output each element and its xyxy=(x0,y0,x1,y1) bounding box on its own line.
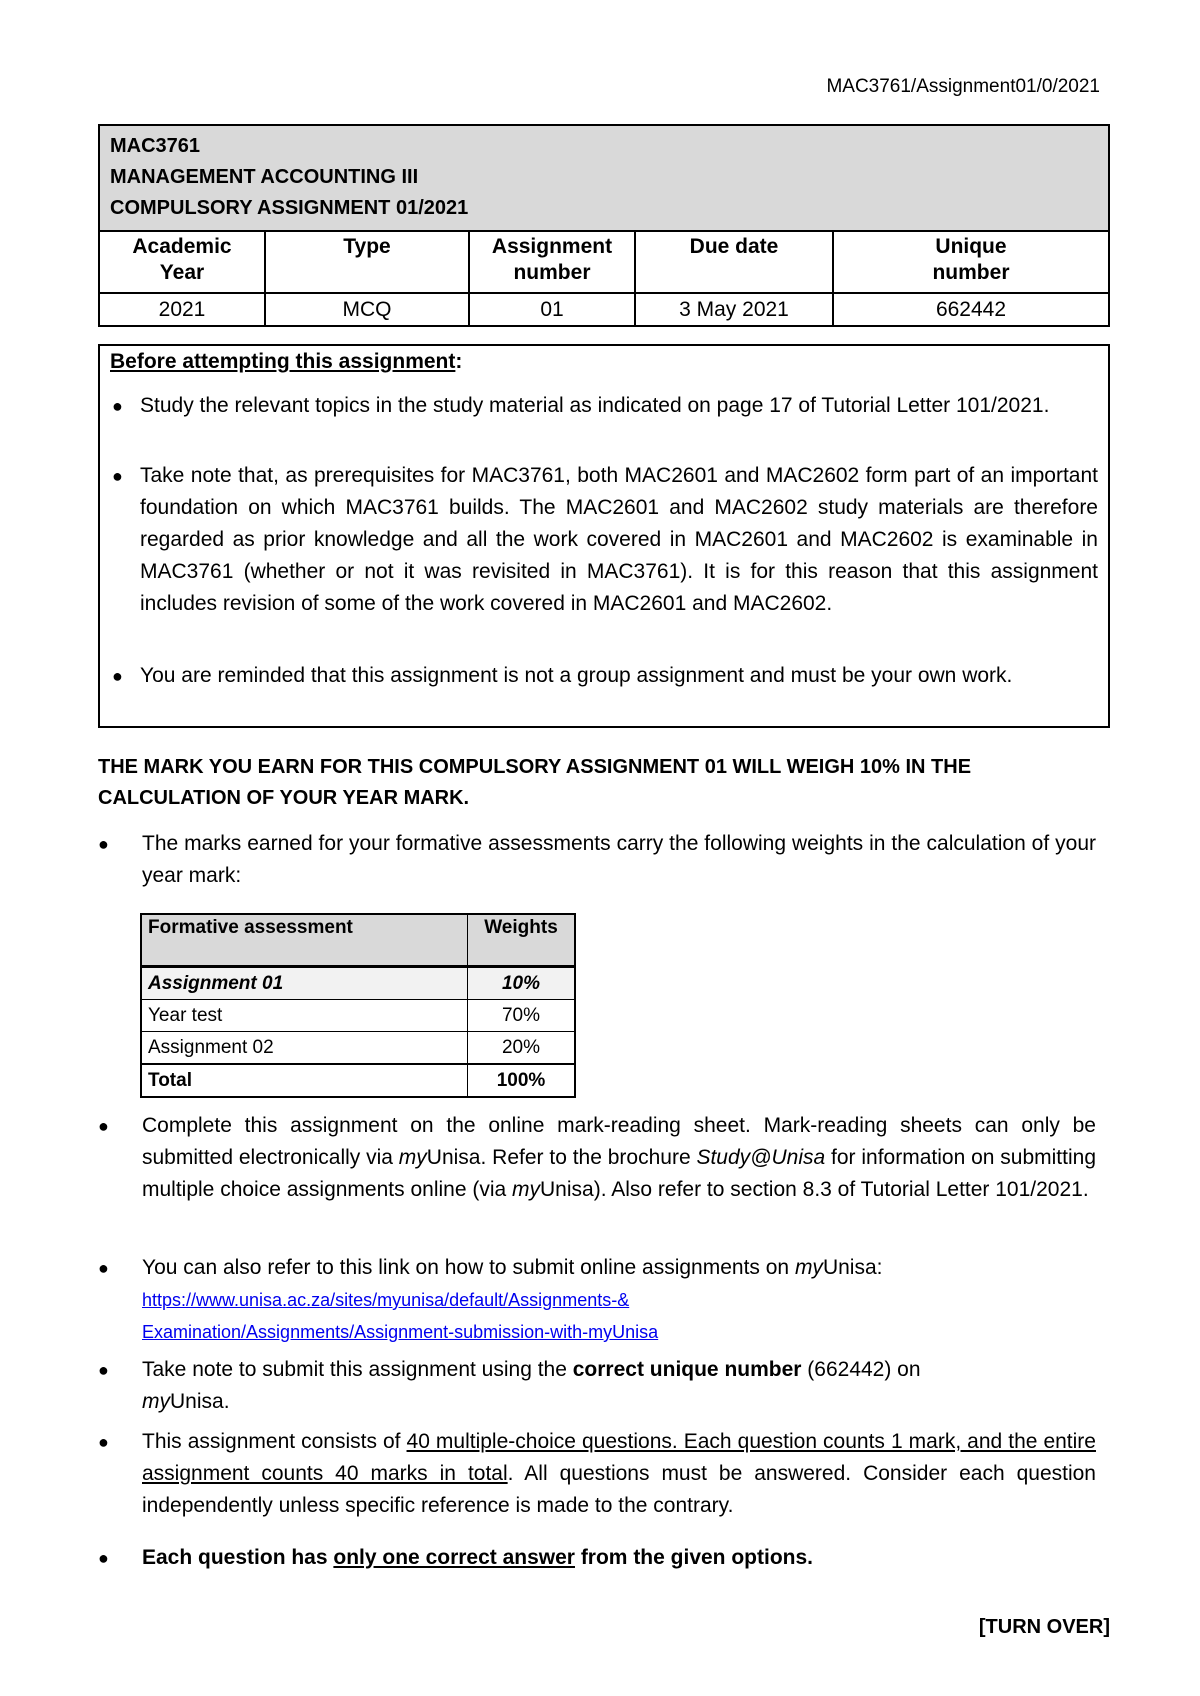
bullet-icon: ● xyxy=(112,666,123,686)
bullet-icon: ● xyxy=(112,396,123,416)
col-type: Type xyxy=(265,231,469,293)
list-item: ● You are reminded that this assignment is not a group assignment and must be your own work. xyxy=(110,660,1098,692)
list-item: ● Study the relevant topics in the study material as indicated on page 17 of Tutorial Letter 101/2021. xyxy=(110,390,1098,422)
box-title: Before attempting this assignment: xyxy=(110,350,463,373)
bullet-icon: ● xyxy=(98,834,109,854)
course-code: MAC3761 xyxy=(110,135,201,157)
col-assignment-number: Assignment number xyxy=(469,231,635,293)
bullet-icon: ● xyxy=(98,1258,109,1278)
bullet-icon: ● xyxy=(98,1360,109,1380)
list-item-complete: ● Complete this assignment on the online mark-reading sheet. Mark-reading sheets can only be submitted electronically via myUnisa. Refer to the brochure Study@Unisa for information on submitting multiple choice assignments online (via myUnisa). Also refer to section 8.3 of Tutorial Letter 101/2021. xyxy=(98,1110,1096,1206)
bullet-icon: ● xyxy=(98,1548,109,1568)
col-due-date: Due date xyxy=(635,231,833,293)
list-item-unique: ● Take note to submit this assignment using the correct unique number (662442) on myUnisa. xyxy=(98,1354,1096,1418)
academic-year-value: 2021 xyxy=(99,293,265,326)
weigh-notice: THE MARK YOU EARN FOR THIS COMPULSORY ASSIGNMENT 01 WILL WEIGH 10% IN THE CALCULATION OF YOUR YEAR MARK. xyxy=(98,756,972,809)
col-academic-year: Academic Year xyxy=(99,231,265,293)
header-reference: MAC3761/Assignment01/0/2021 xyxy=(826,76,1100,97)
weights-table xyxy=(140,913,576,1098)
list-item: ● Take note that, as prerequisites for MAC3761, both MAC2601 and MAC2602 form part of an important foundation on which MAC3761 builds. The MAC2601 and MAC2602 study materials are therefore regarded as prior knowledge and all the work covered in MAC2601 and MAC2602 is examinable in MAC3761 (whether or not it was revisited in MAC3761). It is for this reason that this assignment includes revision of some of the work covered in MAC2601 and MAC2602. xyxy=(110,460,1098,620)
bullet-icon: ● xyxy=(98,1116,109,1136)
assignment-number-value: 01 xyxy=(469,293,635,326)
header-weights: Weights xyxy=(468,914,576,967)
list-item-one-answer: ● Each question has only one correct answer from the given options. xyxy=(98,1542,1096,1574)
header-formative-assessment: Formative assessment xyxy=(141,914,468,967)
table-row-total: Total 100% xyxy=(141,1064,575,1097)
table-row: Year test 70% xyxy=(141,1000,575,1032)
due-date-value: 3 May 2021 xyxy=(635,293,833,326)
list-item-link: ● You can also refer to this link on how to submit online assignments on myUnisa: https://www.unisa.ac.za/sites/myunisa/default/Assignments-& Examination/Assignments/Assignment-submission-with-myUnisa xyxy=(98,1252,1096,1348)
type-value: MCQ xyxy=(265,293,469,326)
bullet-icon: ● xyxy=(98,1432,109,1452)
list-item-weights-intro: ● The marks earned for your formative assessments carry the following weights in the calculation of your year mark: xyxy=(98,828,1096,892)
bullet-icon: ● xyxy=(112,466,123,486)
table-row: Assignment 02 20% xyxy=(141,1032,575,1065)
table-row: Assignment 01 10% xyxy=(141,967,575,1000)
course-name: MANAGEMENT ACCOUNTING III xyxy=(110,166,419,188)
table-header-row xyxy=(141,914,575,967)
assignment-title: COMPULSORY ASSIGNMENT 01/2021 xyxy=(110,197,469,219)
list-item-consists: ● This assignment consists of 40 multiple-choice questions. Each question counts 1 mark, and the entire assignment counts 40 marks in total. All questions must be answered. Consider each question independently unless specific reference is made to the contrary. xyxy=(98,1426,1096,1522)
unique-number-value: 662442 xyxy=(833,293,1109,326)
turn-over-footer: [TURN OVER] xyxy=(978,1616,1110,1638)
col-unique-number: Unique number xyxy=(833,231,1109,293)
myunisa-link[interactable]: https://www.unisa.ac.za/sites/myunisa/default/Assignments-& Examination/Assignments/Assignment-submission-with-myUnisa xyxy=(142,1290,659,1342)
